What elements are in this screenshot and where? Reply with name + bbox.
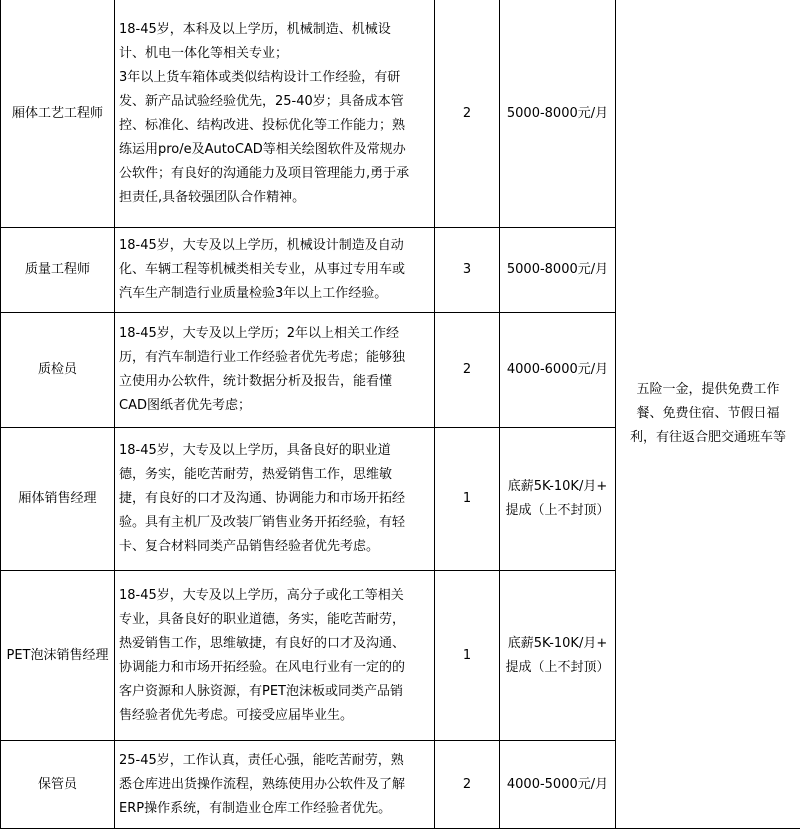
salary-line: 4000-5000元/月 bbox=[504, 773, 611, 797]
job-title-cell bbox=[1, 313, 115, 428]
salary-cell bbox=[500, 741, 616, 829]
job-requirements-cell bbox=[115, 741, 435, 829]
salary-line: 底薪5K-10K/月+ bbox=[504, 632, 611, 656]
job-title: 厢体工艺工程师 bbox=[12, 106, 103, 121]
requirement-line: 汽车生产制造行业质量检验3年以上工作经验。 bbox=[119, 282, 430, 306]
requirement-line: 3年以上货车箱体或类似结构设计工作经验，有研 bbox=[119, 66, 430, 90]
requirement-line: 专业，具备良好的职业道德，务实，能吃苦耐劳， bbox=[119, 608, 430, 632]
headcount-cell bbox=[435, 0, 500, 228]
benefits-line: 五险一金，提供免费工作 bbox=[620, 378, 796, 402]
requirement-line: 25-45岁，工作认真，责任心强，能吃苦耐劳，熟 bbox=[119, 749, 430, 773]
salary-line: 5000-8000元/月 bbox=[504, 102, 611, 126]
job-requirements-cell bbox=[115, 571, 435, 741]
requirement-line: 德，务实，能吃苦耐劳，热爱销售工作，思维敏 bbox=[119, 463, 430, 487]
salary-cell bbox=[500, 571, 616, 741]
job-title-cell bbox=[1, 228, 115, 313]
salary-line: 底薪5K-10K/月+ bbox=[504, 475, 611, 499]
requirement-line: 验。具有主机厂及改装厂销售业务开拓经验，有轻 bbox=[119, 511, 430, 535]
requirement-line: 控、标准化、结构改进、投标优化等工作能力；熟 bbox=[119, 114, 430, 138]
requirement-line: 计、机电一体化等相关专业； bbox=[119, 42, 430, 66]
salary-line: 5000-8000元/月 bbox=[504, 258, 611, 282]
salary-line: 4000-6000元/月 bbox=[504, 358, 611, 382]
salary-cell bbox=[500, 228, 616, 313]
headcount-cell bbox=[435, 428, 500, 571]
job-title: 质量工程师 bbox=[25, 262, 90, 277]
headcount: 2 bbox=[463, 106, 471, 121]
requirement-line: 18-45岁，大专及以上学历；2年以上相关工作经 bbox=[119, 322, 430, 346]
salary-cell bbox=[500, 428, 616, 571]
requirement-line: 公软件；有良好的沟通能力及项目管理能力,勇于承 bbox=[119, 162, 430, 186]
salary-line: 提成（上不封顶） bbox=[504, 656, 611, 680]
requirement-line: 协调能力和市场开拓经验。在风电行业有一定的的 bbox=[119, 656, 430, 680]
requirement-line: ERP操作系统，有制造业仓库工作经验者优先。 bbox=[119, 797, 430, 821]
requirement-line: 18-45岁，大专及以上学历，具备良好的职业道 bbox=[119, 439, 430, 463]
requirement-line: 发、新产品试验经验优先，25-40岁；具备成本管 bbox=[119, 90, 430, 114]
requirement-line: 悉仓库进出货操作流程，熟练使用办公软件及了解 bbox=[119, 773, 430, 797]
salary-cell bbox=[500, 0, 616, 228]
requirement-line: 18-45岁，大专及以上学历，高分子或化工等相关 bbox=[119, 584, 430, 608]
job-title-cell bbox=[1, 428, 115, 571]
requirement-line: 化、车辆工程等机械类相关专业，从事过专用车或 bbox=[119, 258, 430, 282]
requirement-line: 卡、复合材料同类产品销售经验者优先考虑。 bbox=[119, 535, 430, 559]
requirement-line: 捷，有良好的口才及沟通、协调能力和市场开拓经 bbox=[119, 487, 430, 511]
job-title: 厢体销售经理 bbox=[18, 491, 96, 506]
headcount: 1 bbox=[463, 491, 471, 506]
headcount-cell bbox=[435, 313, 500, 428]
job-title: PET泡沫销售经理 bbox=[7, 648, 109, 663]
requirement-line: CAD图纸者优先考虑； bbox=[119, 394, 430, 418]
headcount: 3 bbox=[463, 262, 471, 277]
job-title-cell bbox=[1, 0, 115, 228]
headcount-cell bbox=[435, 741, 500, 829]
headcount: 2 bbox=[463, 362, 471, 377]
benefits-line: 餐、免费住宿、节假日福 bbox=[620, 402, 796, 426]
benefits-cell bbox=[616, 0, 800, 829]
requirement-line: 18-45岁，大专及以上学历，机械设计制造及自动 bbox=[119, 234, 430, 258]
headcount-cell bbox=[435, 571, 500, 741]
requirement-line: 练运用pro/e及AutoCAD等相关绘图软件及常规办 bbox=[119, 138, 430, 162]
job-title-cell bbox=[1, 741, 115, 829]
headcount-cell bbox=[435, 228, 500, 313]
headcount: 1 bbox=[463, 648, 471, 663]
job-requirements-cell bbox=[115, 313, 435, 428]
job-requirements-cell bbox=[115, 428, 435, 571]
salary-cell bbox=[500, 313, 616, 428]
job-requirements-cell bbox=[115, 0, 435, 228]
salary-line: 提成（上不封顶） bbox=[504, 499, 611, 523]
job-title: 质检员 bbox=[38, 362, 77, 377]
requirement-line: 热爱销售工作，思维敏捷，有良好的口才及沟通、 bbox=[119, 632, 430, 656]
requirement-line: 售经验者优先考虑。可接受应届毕业生。 bbox=[119, 704, 430, 728]
requirement-line: 历，有汽车制造行业工作经验者优先考虑；能够独 bbox=[119, 346, 430, 370]
job-title-cell bbox=[1, 571, 115, 741]
requirement-line: 客户资源和人脉资源，有PET泡沫板或同类产品销 bbox=[119, 680, 430, 704]
requirement-line: 担责任,具备较强团队合作精神。 bbox=[119, 186, 430, 210]
requirement-line: 18-45岁，本科及以上学历，机械制造、机械设 bbox=[119, 18, 430, 42]
requirement-line: 立使用办公软件，统计数据分析及报告，能看懂 bbox=[119, 370, 430, 394]
job-title: 保管员 bbox=[38, 777, 77, 792]
job-requirements-cell bbox=[115, 228, 435, 313]
headcount: 2 bbox=[463, 777, 471, 792]
benefits-line: 利，有往返合肥交通班车等 bbox=[620, 426, 796, 450]
table-row bbox=[1, 0, 800, 228]
